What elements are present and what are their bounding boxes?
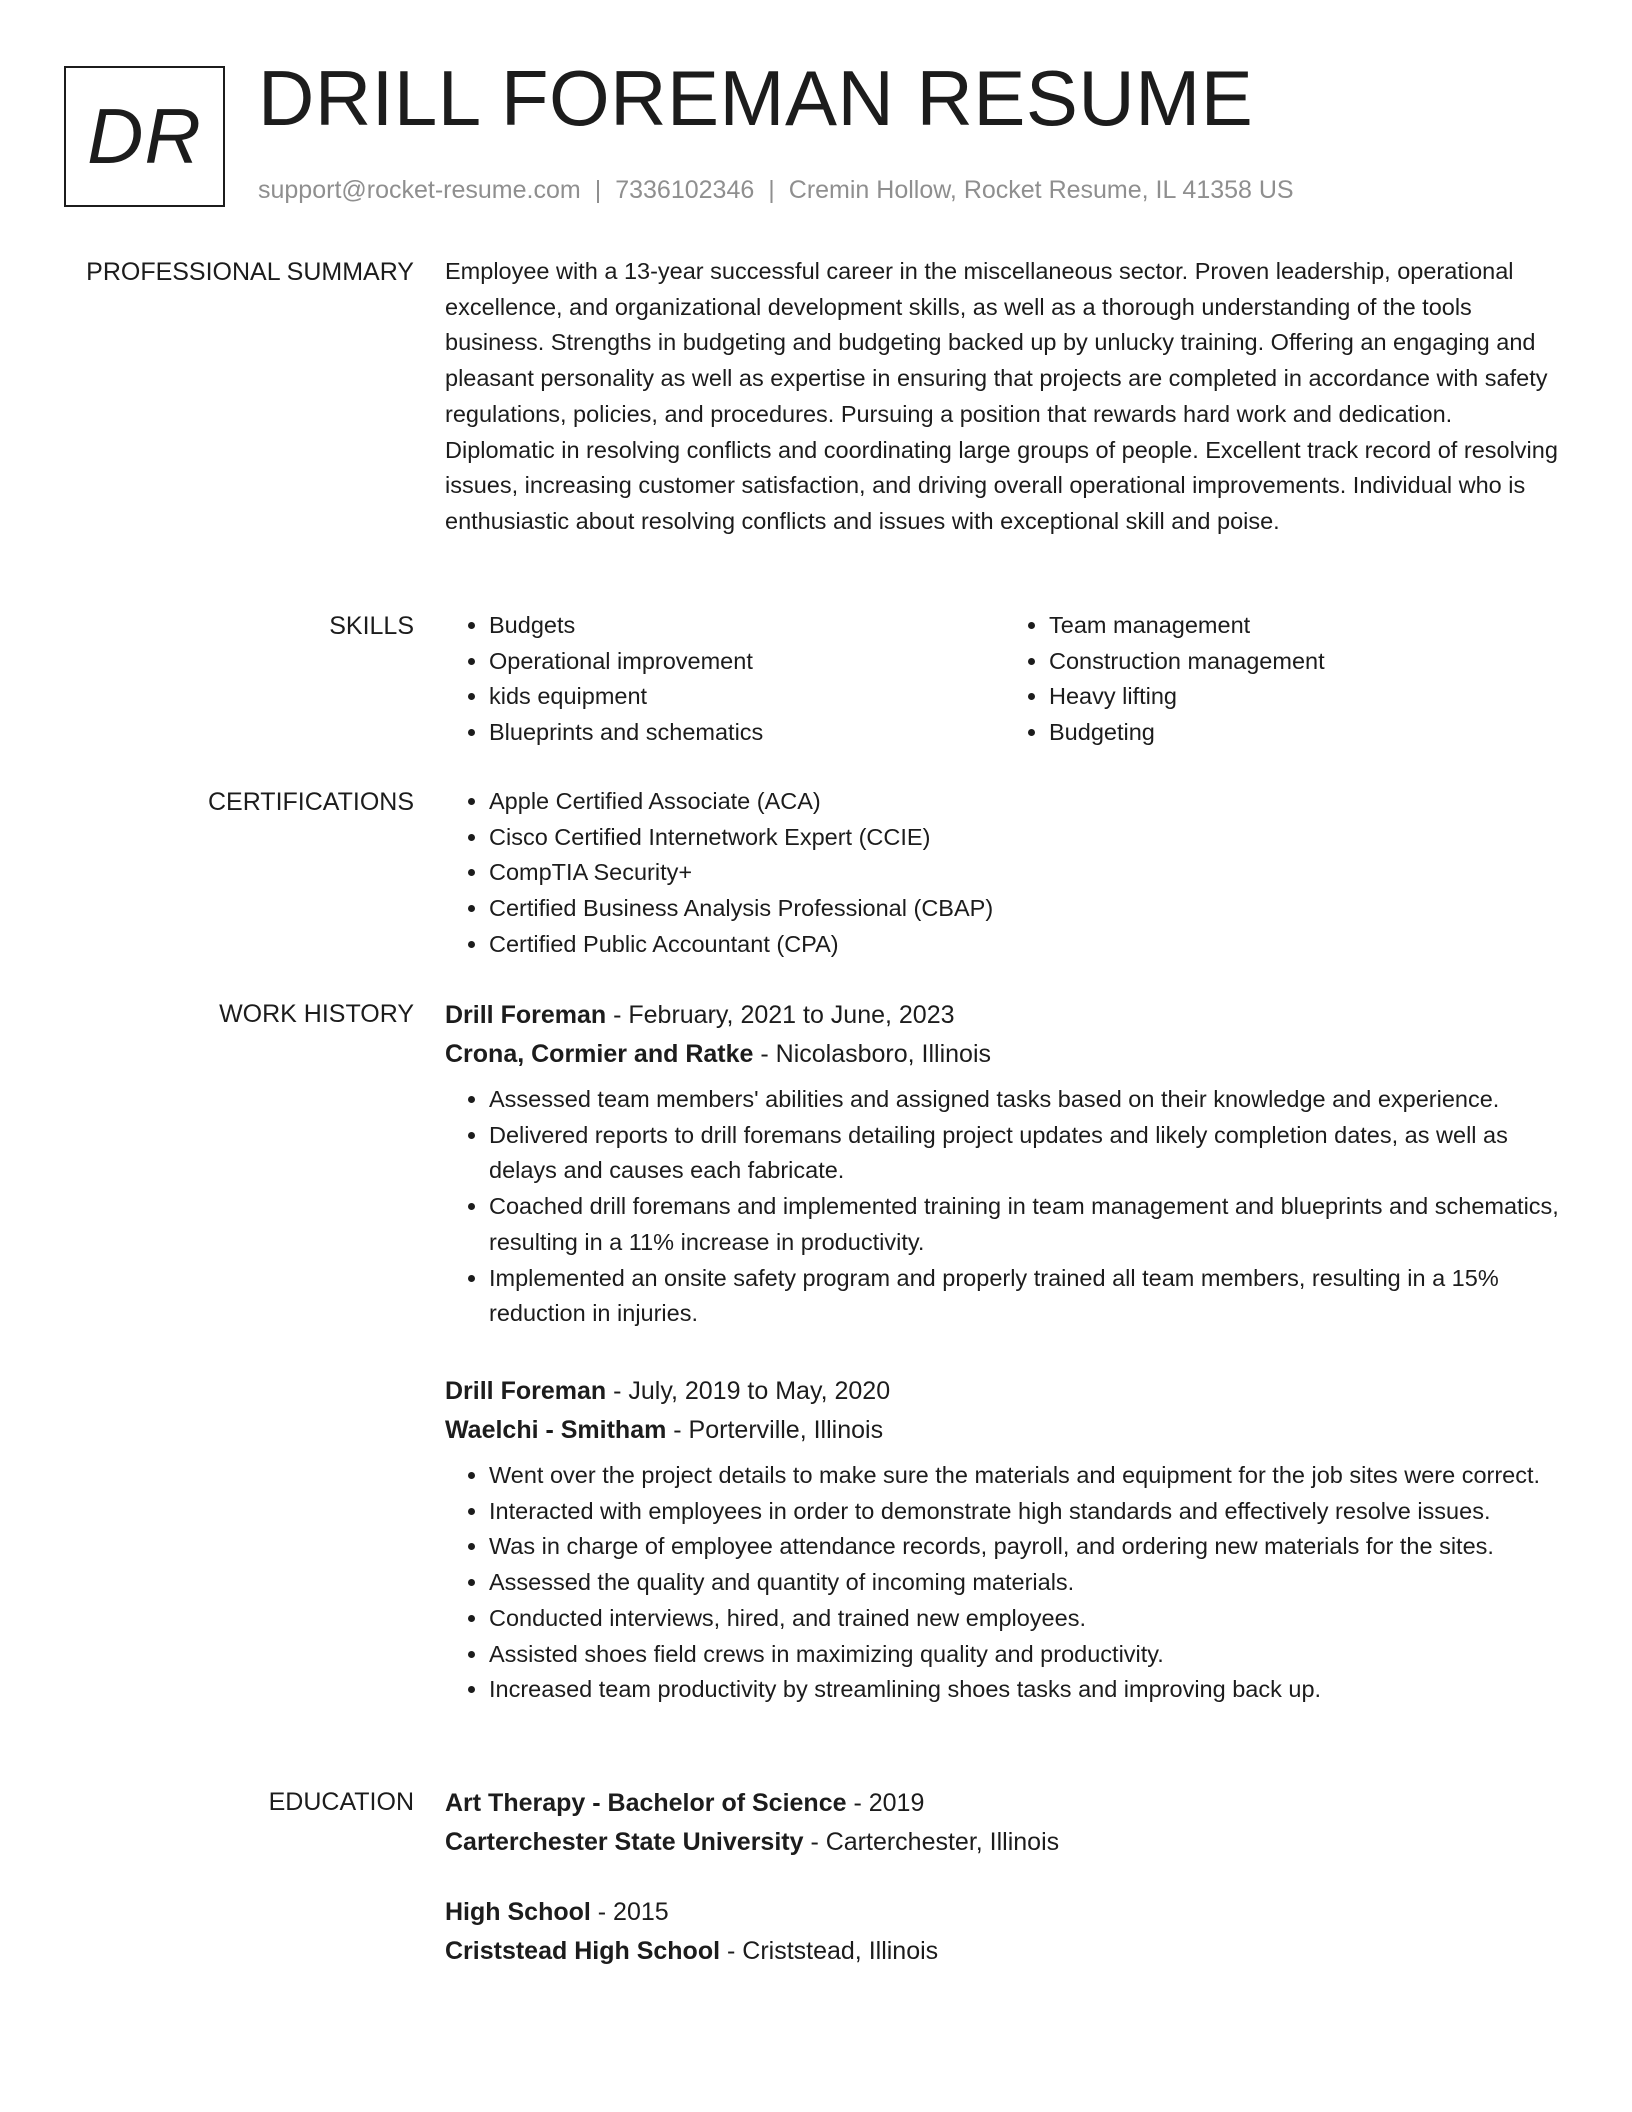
contact-line: [258, 176, 1294, 205]
section-label-certifications: CERTIFICATIONS: [207, 788, 414, 816]
education-degree-line: [445, 1784, 1565, 1823]
job-bullet: • Delivered reports to drill foremans detailing project updates and likely completion dates, as well as delays and causes each fabricate.: [489, 1118, 1565, 1189]
education-year: - 2015: [590, 1898, 669, 1926]
job-company: Crona, Cormier and Ratke: [445, 1040, 754, 1068]
education-school-line: [445, 1823, 1565, 1862]
job-title: Drill Foreman: [445, 1001, 607, 1029]
education-year: - 2019: [846, 1789, 925, 1817]
skill-item: • Construction management: [1049, 644, 1565, 680]
education-school: Carterchester State University: [445, 1828, 804, 1856]
contact-separator: |: [594, 176, 602, 204]
skill-item: • Blueprints and schematics: [489, 715, 1005, 751]
section-label-skills: SKILLS: [329, 612, 414, 640]
education-location: - Carterchester, Illinois: [803, 1828, 1060, 1856]
skill-item: • Team management: [1049, 608, 1565, 644]
summary-body: [445, 254, 1565, 540]
education-degree: Art Therapy - Bachelor of Science: [445, 1789, 847, 1817]
resume-title: DRILL FOREMAN RESUME: [258, 54, 1254, 142]
summary-text: Employee with a 13-year successful career in the miscellaneous sector. Proven leadership, operational excellence, and organizational development skills, as well as a thorough understanding of the tools business. Strengths in budgeting and budgeting backed up by unlucky training. Offering an engaging and pleasant personality as well as expertise in ensuring that projects are completed in accordance with safety regulations, policies, and procedures. Pursuing a position that rewards hard work and dedication. Diplomatic in resolving conflicts and coordinating large groups of people. Excellent track record of resolving issues, increasing customer satisfaction, and driving overall operational improvements. Individual who is enthusiastic about resolving conflicts and issues with exceptional skill and poise.: [445, 258, 1558, 534]
education-degree: High School: [445, 1898, 591, 1926]
section-label-work: WORK HISTORY: [219, 1000, 414, 1028]
skills-list-left: [445, 608, 1005, 751]
certification-item: • Certified Business Analysis Professional (CBAP): [489, 891, 1565, 927]
job-title-line: [445, 1372, 1565, 1411]
skill-item: • Budgets: [489, 608, 1005, 644]
education-school: Criststead High School: [445, 1937, 721, 1965]
contact-email: support@rocket-resume.com: [258, 176, 581, 204]
job-bullet: • Increased team productivity by streamlining shoes tasks and improving back up.: [489, 1672, 1565, 1708]
skill-item: • kids equipment: [489, 679, 1005, 715]
job-bullet: • Conducted interviews, hired, and trained new employees.: [489, 1601, 1565, 1637]
education-entry-1: [445, 1784, 1565, 1862]
job-title-line: [445, 996, 1565, 1035]
job-dates: - July, 2019 to May, 2020: [606, 1377, 891, 1405]
job-company-line: [445, 1035, 1565, 1074]
section-label-education: EDUCATION: [268, 1788, 414, 1816]
job-dates: - February, 2021 to June, 2023: [606, 1001, 955, 1029]
job-location: - Porterville, Illinois: [666, 1416, 884, 1444]
skill-item: • Heavy lifting: [1049, 679, 1565, 715]
monogram-initials: DR: [87, 92, 202, 180]
job-bullet: • Assessed team members' abilities and assigned tasks based on their knowledge and experience.: [489, 1082, 1565, 1118]
contact-phone: 7336102346: [615, 176, 755, 204]
job-bullet: • Implemented an onsite safety program and properly trained all team members, resulting in a 15% reduction in injuries.: [489, 1261, 1565, 1332]
job-location: - Nicolasboro, Illinois: [753, 1040, 992, 1068]
job-bullets: [445, 1082, 1565, 1332]
job-bullet: • Assessed the quality and quantity of incoming materials.: [489, 1565, 1565, 1601]
monogram-box: [64, 66, 225, 207]
job-company: Waelchi - Smitham: [445, 1416, 667, 1444]
job-bullet: • Assisted shoes field crews in maximizing quality and productivity.: [489, 1637, 1565, 1673]
education-school-line: [445, 1932, 1565, 1971]
education-entry-2: [445, 1893, 1565, 1971]
skills-body: [445, 608, 1565, 751]
contact-address: Cremin Hollow, Rocket Resume, IL 41358 US: [788, 176, 1294, 204]
certifications-list: [445, 784, 1565, 963]
certifications-body: [445, 784, 1565, 963]
certification-item: • Cisco Certified Internetwork Expert (CCIE): [489, 820, 1565, 856]
job-bullet: • Coached drill foremans and implemented training in team management and blueprints and schematics, resulting in a 11% increase in productivity.: [489, 1189, 1565, 1260]
certification-item: • CompTIA Security+: [489, 855, 1565, 891]
job-entry-1: [445, 996, 1565, 1332]
certification-item: • Apple Certified Associate (ACA): [489, 784, 1565, 820]
job-entry-2: [445, 1372, 1565, 1708]
job-bullet: • Interacted with employees in order to demonstrate high standards and effectively resolve issues.: [489, 1494, 1565, 1530]
job-bullet: • Was in charge of employee attendance records, payroll, and ordering new materials for the sites.: [489, 1529, 1565, 1565]
section-label-summary: PROFESSIONAL SUMMARY: [86, 258, 414, 286]
certification-item: • Certified Public Accountant (CPA): [489, 927, 1565, 963]
skills-list-right: [1005, 608, 1565, 751]
job-bullets: [445, 1458, 1565, 1708]
skill-item: • Budgeting: [1049, 715, 1565, 751]
job-company-line: [445, 1411, 1565, 1450]
skill-item: • Operational improvement: [489, 644, 1005, 680]
education-degree-line: [445, 1893, 1565, 1932]
job-title: Drill Foreman: [445, 1377, 607, 1405]
job-bullet: • Went over the project details to make sure the materials and equipment for the job sites were correct.: [489, 1458, 1565, 1494]
education-location: - Criststead, Illinois: [720, 1937, 939, 1965]
contact-separator: |: [768, 176, 775, 204]
